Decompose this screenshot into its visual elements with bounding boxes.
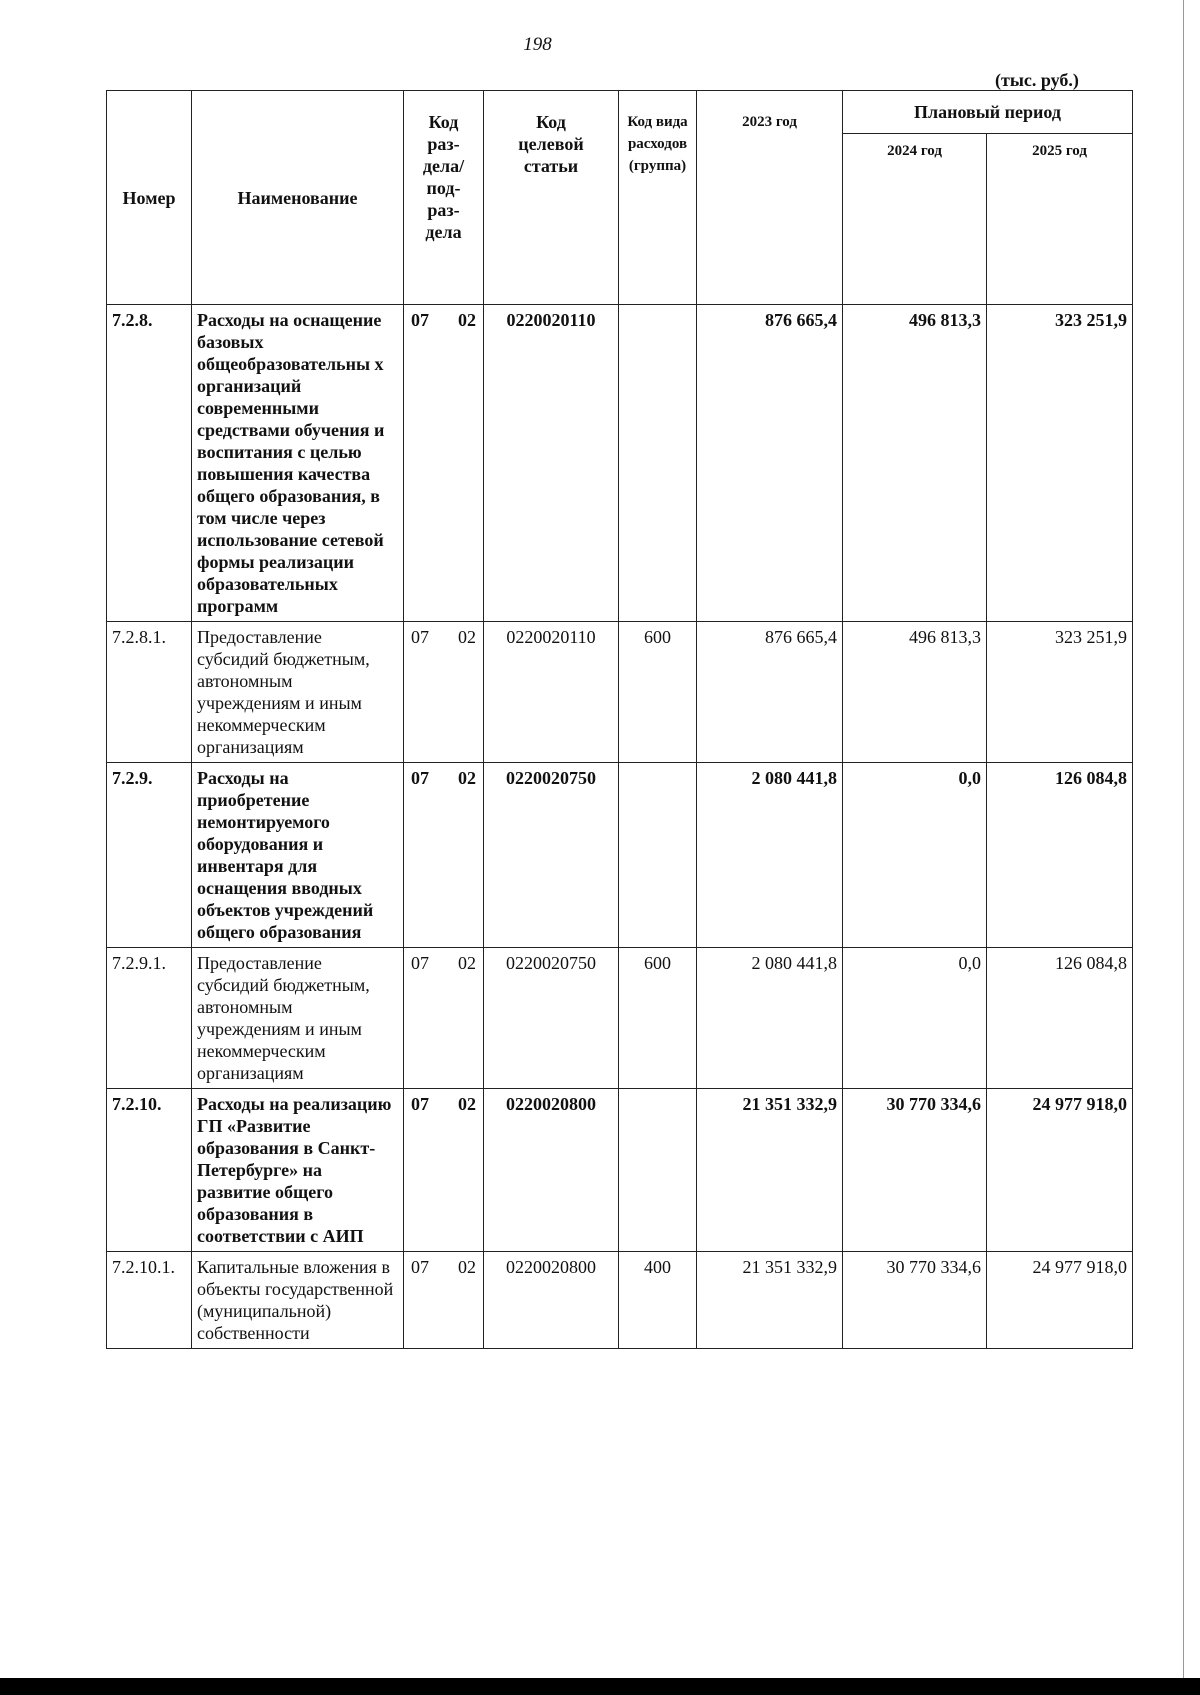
row-value-2023: 876 665,4 — [697, 305, 843, 622]
table-body — [107, 305, 1133, 1349]
section-code: 07 — [411, 627, 429, 647]
row-expense-type: 400 — [619, 1252, 697, 1349]
subsection-code: 02 — [458, 953, 476, 973]
row-section-code — [404, 305, 484, 622]
table-row — [107, 622, 1133, 763]
row-value-2025: 126 084,8 — [987, 763, 1133, 948]
row-number: 7.2.8. — [107, 305, 192, 622]
header-planned-period: Плановый период — [843, 91, 1133, 134]
table-header — [107, 91, 1133, 305]
row-name: Расходы на оснащение базовых общеобразовательны х организаций современными средствами обучения и воспитания с целью повышения качества общего образования, в том числе через использование сетевой формы реализации образовательных программ — [192, 305, 404, 622]
section-code: 07 — [411, 768, 429, 788]
subsection-code: 02 — [458, 1094, 476, 1114]
row-section-code — [404, 1089, 484, 1252]
row-expense-type — [619, 1089, 697, 1252]
row-value-2023: 876 665,4 — [697, 622, 843, 763]
row-name: Предоставление субсидий бюджетным, автономным учреждениям и иным некоммерческим организациям — [192, 948, 404, 1089]
row-target-code: 0220020110 — [484, 622, 619, 763]
row-target-code: 0220020110 — [484, 305, 619, 622]
header-number: Номер — [107, 91, 192, 305]
header-year-2024: 2024 год — [843, 134, 987, 305]
section-code: 07 — [411, 953, 429, 973]
units-label: (тыс. руб.) — [995, 70, 1079, 90]
row-number: 7.2.9. — [107, 763, 192, 948]
row-value-2023: 2 080 441,8 — [697, 763, 843, 948]
budget-table — [106, 90, 1133, 1349]
row-number: 7.2.9.1. — [107, 948, 192, 1089]
row-value-2025: 24 977 918,0 — [987, 1252, 1133, 1349]
row-expense-type: 600 — [619, 948, 697, 1089]
row-target-code: 0220020750 — [484, 948, 619, 1089]
row-value-2023: 2 080 441,8 — [697, 948, 843, 1089]
table-row — [107, 1252, 1133, 1349]
row-value-2024: 496 813,3 — [843, 622, 987, 763]
subsection-code: 02 — [458, 1257, 476, 1277]
section-code: 07 — [411, 310, 429, 330]
header-target-code: Код целевой статьи — [484, 91, 619, 305]
row-name: Капитальные вложения в объекты государственной (муниципальной) собственности — [192, 1252, 404, 1349]
row-target-code: 0220020800 — [484, 1089, 619, 1252]
row-section-code — [404, 622, 484, 763]
header-year-2023: 2023 год — [697, 91, 843, 305]
row-number: 7.2.8.1. — [107, 622, 192, 763]
subsection-code: 02 — [458, 627, 476, 647]
row-expense-type — [619, 763, 697, 948]
row-target-code: 0220020800 — [484, 1252, 619, 1349]
section-code: 07 — [411, 1094, 429, 1114]
row-name: Предоставление субсидий бюджетным, автономным учреждениям и иным некоммерческим организациям — [192, 622, 404, 763]
row-value-2025: 323 251,9 — [987, 622, 1133, 763]
table-row — [107, 763, 1133, 948]
row-value-2024: 0,0 — [843, 948, 987, 1089]
row-number: 7.2.10.1. — [107, 1252, 192, 1349]
subsection-code: 02 — [458, 310, 476, 330]
row-value-2024: 30 770 334,6 — [843, 1089, 987, 1252]
row-expense-type: 600 — [619, 622, 697, 763]
row-value-2024: 496 813,3 — [843, 305, 987, 622]
row-section-code — [404, 1252, 484, 1349]
row-section-code — [404, 763, 484, 948]
header-section-code: Код раз-дела/ под-раз-дела — [404, 91, 484, 305]
table-row — [107, 305, 1133, 622]
row-value-2025: 323 251,9 — [987, 305, 1133, 622]
row-value-2024: 0,0 — [843, 763, 987, 948]
header-year-2025: 2025 год — [987, 134, 1133, 305]
header-expense-type-code: Код вида расходов (группа) — [619, 91, 697, 305]
row-value-2023: 21 351 332,9 — [697, 1252, 843, 1349]
row-expense-type — [619, 305, 697, 622]
row-section-code — [404, 948, 484, 1089]
header-name: Наименование — [192, 91, 404, 305]
row-value-2025: 126 084,8 — [987, 948, 1133, 1089]
row-target-code: 0220020750 — [484, 763, 619, 948]
row-number: 7.2.10. — [107, 1089, 192, 1252]
row-value-2023: 21 351 332,9 — [697, 1089, 843, 1252]
subsection-code: 02 — [458, 768, 476, 788]
row-name: Расходы на реализацию ГП «Развитие образования в Санкт-Петербурге» на развитие общего образования в соответствии с АИП — [192, 1089, 404, 1252]
row-value-2025: 24 977 918,0 — [987, 1089, 1133, 1252]
section-code: 07 — [411, 1257, 429, 1277]
row-name: Расходы на приобретение немонтируемого оборудования и инвентаря для оснащения вводных объектов учреждений общего образования — [192, 763, 404, 948]
table-row — [107, 1089, 1133, 1252]
row-value-2024: 30 770 334,6 — [843, 1252, 987, 1349]
scan-border — [0, 1678, 1200, 1695]
table-row — [107, 948, 1133, 1089]
page-number: 198 — [523, 34, 552, 55]
page-edge-line — [1183, 0, 1184, 1680]
